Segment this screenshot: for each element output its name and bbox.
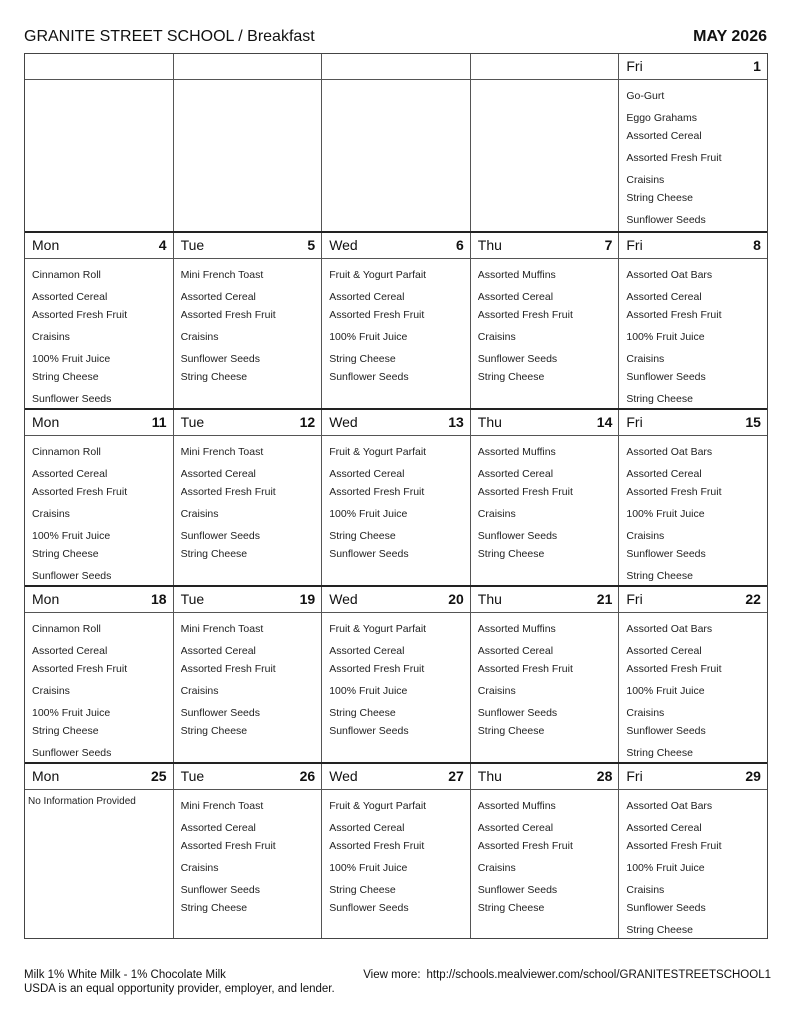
menu-item: Sunflower Seeds [32, 393, 112, 405]
menu-item-list [329, 446, 466, 560]
day-name: Tue [180, 237, 205, 253]
menu-item: Assorted Fresh Fruit [477, 486, 573, 498]
menu-item: Assorted Cereal [329, 468, 405, 480]
menu-item: Craisins [477, 508, 516, 520]
day-cell [470, 54, 619, 231]
day-number: 18 [151, 591, 167, 607]
menu-item: Sunflower Seeds [180, 707, 260, 719]
day-name: Tue [180, 768, 205, 784]
menu-item: String Cheese [329, 353, 396, 365]
day-cell [25, 764, 173, 938]
week-row [25, 585, 767, 762]
menu-item: Assorted Cereal [626, 291, 702, 303]
menu-item: 100% Fruit Juice [32, 353, 111, 365]
menu-item: Eggo Grahams [626, 112, 697, 124]
day-cell [470, 764, 619, 938]
menu-item: String Cheese [626, 570, 693, 582]
menu-item-list [181, 800, 318, 914]
menu-item: Assorted Oat Bars [626, 800, 713, 812]
menu-item: Assorted Cereal [626, 645, 702, 657]
day-header [322, 233, 470, 259]
menu-item-list [478, 269, 615, 383]
day-number: 4 [158, 237, 167, 253]
day-number: 12 [299, 414, 316, 430]
menu-item: Assorted Cereal [180, 291, 256, 303]
no-info-note: No Information Provided [28, 796, 136, 807]
day-header [322, 587, 470, 613]
day-name: Fri [626, 414, 643, 430]
menu-item: Assorted Oat Bars [626, 269, 713, 281]
day-name: Tue [180, 414, 205, 430]
menu-item: Assorted Muffins [477, 269, 556, 281]
week-row [25, 408, 767, 585]
day-name: Wed [329, 768, 358, 784]
menu-item: Assorted Fresh Fruit [32, 309, 128, 321]
menu-item: Assorted Cereal [180, 645, 256, 657]
menu-item: Assorted Fresh Fruit [329, 486, 425, 498]
day-name: Tue [180, 591, 205, 607]
menu-item: String Cheese [180, 902, 248, 914]
day-header [25, 54, 173, 80]
day-name: Mon [32, 591, 60, 607]
menu-item: String Cheese [477, 725, 545, 737]
menu-item-list [32, 446, 169, 582]
menu-item: String Cheese [477, 548, 545, 560]
day-cell [321, 233, 470, 408]
day-number: 7 [604, 237, 613, 253]
menu-item: Sunflower Seeds [180, 884, 260, 896]
menu-item: Assorted Oat Bars [626, 446, 713, 458]
menu-item: String Cheese [626, 393, 693, 405]
menu-item: 100% Fruit Juice [329, 331, 408, 343]
menu-item: Assorted Muffins [477, 446, 556, 458]
menu-calendar [24, 53, 768, 939]
menu-item: Assorted Cereal [180, 468, 256, 480]
menu-item: String Cheese [477, 902, 545, 914]
menu-item: Assorted Oat Bars [626, 623, 713, 635]
menu-item: Assorted Fresh Fruit [180, 309, 276, 321]
menu-item: Fruit & Yogurt Parfait [329, 269, 427, 281]
menu-item: Assorted Cereal [32, 468, 108, 480]
day-name: Thu [477, 768, 502, 784]
menu-item: Fruit & Yogurt Parfait [329, 446, 427, 458]
day-number: 6 [455, 237, 464, 253]
menu-item: Sunflower Seeds [477, 353, 558, 365]
menu-item: Craisins [626, 884, 665, 896]
day-name: Wed [329, 237, 358, 253]
day-name: Wed [329, 414, 358, 430]
day-cell [321, 587, 470, 762]
menu-item-list [626, 446, 763, 582]
day-name: Fri [626, 591, 643, 607]
menu-item: String Cheese [32, 725, 99, 737]
menu-item: String Cheese [329, 707, 396, 719]
menu-item: Assorted Fresh Fruit [626, 152, 722, 164]
menu-item: Assorted Fresh Fruit [477, 840, 573, 852]
menu-item-list [626, 90, 763, 226]
menu-item: Sunflower Seeds [329, 725, 409, 737]
view-more-label: View more: [363, 969, 421, 981]
day-header [619, 587, 767, 613]
day-header [174, 410, 322, 436]
menu-item: Assorted Fresh Fruit [626, 309, 722, 321]
month-title: MAY 2026 [693, 28, 767, 45]
menu-item-list [181, 446, 318, 560]
menu-item: Assorted Fresh Fruit [32, 486, 128, 498]
menu-item: Mini French Toast [180, 623, 264, 635]
milk-note: Milk 1% White Milk - 1% Chocolate Milk [24, 969, 226, 981]
day-name: Mon [32, 237, 60, 253]
menu-item: Craisins [626, 353, 665, 365]
day-cell [25, 54, 173, 231]
week-row [25, 762, 767, 938]
menu-item: Cinnamon Roll [32, 446, 101, 458]
menu-item: Sunflower Seeds [329, 548, 409, 560]
menu-item: Sunflower Seeds [180, 353, 260, 365]
day-header [471, 410, 619, 436]
day-number: 1 [753, 58, 761, 74]
day-cell [173, 233, 322, 408]
menu-item: 100% Fruit Juice [626, 508, 705, 520]
menu-item-list [181, 269, 318, 383]
menu-item-list [32, 623, 169, 759]
menu-item: Sunflower Seeds [477, 707, 558, 719]
menu-item: Sunflower Seeds [32, 570, 112, 582]
menu-item: 100% Fruit Juice [626, 685, 705, 697]
day-header [619, 410, 767, 436]
menu-item-list [329, 623, 466, 737]
menu-item-list [478, 800, 615, 914]
menu-item: Fruit & Yogurt Parfait [329, 623, 427, 635]
usda-statement: USDA is an equal opportunity provider, employer, and lender. [24, 983, 335, 995]
day-cell [173, 54, 322, 231]
view-more [363, 968, 771, 982]
menu-item: Assorted Cereal [329, 291, 405, 303]
day-name: Mon [32, 768, 60, 784]
menu-item: Assorted Fresh Fruit [477, 663, 573, 675]
menu-item: 100% Fruit Juice [329, 862, 408, 874]
view-more-link[interactable]: http://schools.mealviewer.com/school/GRANITESTREETSCHOOL1 [426, 969, 771, 981]
day-header [174, 233, 322, 259]
day-cell [470, 233, 619, 408]
menu-item: String Cheese [626, 192, 693, 204]
menu-item: Craisins [32, 685, 70, 697]
menu-item: Sunflower Seeds [626, 214, 706, 226]
day-number: 13 [448, 414, 464, 430]
menu-item: Assorted Cereal [180, 822, 256, 834]
menu-item: Mini French Toast [180, 269, 264, 281]
day-cell [25, 410, 173, 585]
menu-item: Craisins [180, 862, 219, 874]
menu-item: Assorted Cereal [477, 291, 554, 303]
day-cell [618, 587, 767, 762]
menu-item: String Cheese [180, 548, 248, 560]
day-number: 5 [307, 237, 316, 253]
menu-item: Assorted Fresh Fruit [180, 486, 276, 498]
day-cell [321, 410, 470, 585]
menu-item: Assorted Cereal [32, 645, 108, 657]
day-header [471, 233, 619, 259]
menu-item: Assorted Fresh Fruit [477, 309, 573, 321]
menu-item: Assorted Cereal [32, 291, 108, 303]
day-header [322, 410, 470, 436]
menu-item: Sunflower Seeds [180, 530, 260, 542]
menu-item: Sunflower Seeds [32, 747, 112, 759]
day-number: 19 [299, 591, 316, 607]
day-name: Wed [329, 591, 358, 607]
day-header [619, 764, 767, 790]
menu-item: Assorted Cereal [626, 822, 702, 834]
menu-item: Sunflower Seeds [626, 725, 706, 737]
menu-item-list [329, 800, 466, 914]
menu-item: Assorted Cereal [626, 130, 702, 142]
day-number: 21 [596, 591, 613, 607]
menu-item: Assorted Fresh Fruit [626, 486, 722, 498]
menu-item: 100% Fruit Juice [329, 685, 408, 697]
menu-item: Assorted Fresh Fruit [626, 663, 722, 675]
day-cell [173, 587, 322, 762]
menu-item: Craisins [477, 862, 516, 874]
menu-item: Craisins [180, 685, 219, 697]
menu-item: Assorted Fresh Fruit [329, 840, 425, 852]
day-cell [618, 233, 767, 408]
menu-item: Craisins [32, 508, 70, 520]
day-name: Thu [477, 591, 502, 607]
menu-item: Assorted Fresh Fruit [329, 663, 425, 675]
day-name: Fri [626, 58, 643, 74]
menu-item: String Cheese [180, 725, 248, 737]
menu-item: Cinnamon Roll [32, 623, 101, 635]
day-cell [618, 410, 767, 585]
day-number: 20 [448, 591, 464, 607]
day-header [322, 54, 470, 80]
day-header [174, 764, 322, 790]
day-number: 11 [151, 414, 167, 430]
day-number: 25 [151, 768, 167, 784]
menu-item: Craisins [180, 508, 219, 520]
menu-item: Craisins [626, 174, 665, 186]
menu-item: Assorted Cereal [477, 822, 554, 834]
menu-item: String Cheese [32, 371, 99, 383]
menu-item-list [626, 800, 763, 936]
day-number: 29 [745, 768, 761, 784]
day-number: 22 [745, 591, 761, 607]
day-cell [173, 410, 322, 585]
menu-item: Sunflower Seeds [477, 884, 558, 896]
day-header [25, 587, 173, 613]
day-number: 8 [753, 237, 761, 253]
week-row [25, 231, 767, 408]
page-header [24, 26, 767, 48]
menu-item-list [626, 623, 763, 759]
day-header [471, 587, 619, 613]
menu-item: Mini French Toast [180, 800, 264, 812]
day-cell [618, 764, 767, 938]
day-number: 27 [448, 768, 464, 784]
menu-item: Sunflower Seeds [477, 530, 558, 542]
menu-item: Sunflower Seeds [626, 902, 706, 914]
menu-item: Craisins [180, 331, 219, 343]
menu-item: Craisins [626, 707, 665, 719]
day-cell [321, 54, 470, 231]
menu-item: String Cheese [329, 530, 396, 542]
school-title: GRANITE STREET SCHOOL / Breakfast [24, 28, 315, 45]
day-number: 15 [745, 414, 761, 430]
menu-item: Assorted Muffins [477, 800, 556, 812]
menu-item-list [478, 446, 615, 560]
menu-item: Assorted Fresh Fruit [626, 840, 722, 852]
menu-item: Sunflower Seeds [626, 548, 706, 560]
day-number: 14 [596, 414, 613, 430]
menu-item: Assorted Fresh Fruit [329, 309, 425, 321]
day-header [471, 54, 619, 80]
day-number: 28 [596, 768, 613, 784]
menu-item: Sunflower Seeds [626, 371, 706, 383]
menu-item: Mini French Toast [180, 446, 264, 458]
menu-item: String Cheese [180, 371, 248, 383]
day-cell [470, 587, 619, 762]
day-cell [470, 410, 619, 585]
day-header [322, 764, 470, 790]
day-name: Fri [626, 768, 643, 784]
menu-item: 100% Fruit Juice [32, 530, 111, 542]
day-name: Mon [32, 414, 60, 430]
menu-item: Assorted Cereal [477, 468, 554, 480]
day-header [25, 764, 173, 790]
day-header [619, 233, 767, 259]
menu-item: Go-Gurt [626, 90, 665, 102]
menu-item-list [626, 269, 763, 405]
menu-item: Assorted Cereal [329, 645, 405, 657]
day-cell [25, 587, 173, 762]
menu-item: String Cheese [626, 747, 693, 759]
menu-item: Assorted Fresh Fruit [180, 663, 276, 675]
menu-item-list [478, 623, 615, 737]
menu-item: Craisins [477, 331, 516, 343]
menu-item: Fruit & Yogurt Parfait [329, 800, 427, 812]
day-cell [618, 54, 767, 231]
menu-item-list [32, 269, 169, 405]
menu-item: Assorted Cereal [626, 468, 702, 480]
menu-item: 100% Fruit Juice [329, 508, 408, 520]
day-cell [25, 233, 173, 408]
menu-item: Assorted Fresh Fruit [180, 840, 276, 852]
menu-item: Assorted Cereal [329, 822, 405, 834]
menu-item: Sunflower Seeds [329, 902, 409, 914]
menu-item: Craisins [32, 331, 70, 343]
day-number: 26 [299, 768, 316, 784]
menu-item: Assorted Muffins [477, 623, 556, 635]
menu-item: Sunflower Seeds [329, 371, 409, 383]
menu-item: Assorted Cereal [477, 645, 554, 657]
menu-item-list [181, 623, 318, 737]
menu-item: String Cheese [329, 884, 396, 896]
menu-item: Assorted Fresh Fruit [32, 663, 128, 675]
menu-item-list [329, 269, 466, 383]
menu-item: 100% Fruit Juice [626, 862, 705, 874]
menu-item: Cinnamon Roll [32, 269, 101, 281]
menu-item: String Cheese [32, 548, 99, 560]
day-name: Thu [477, 237, 502, 253]
menu-item: 100% Fruit Juice [32, 707, 111, 719]
day-header [174, 54, 322, 80]
day-header [471, 764, 619, 790]
day-name: Thu [477, 414, 502, 430]
day-header [25, 233, 173, 259]
page-footer [24, 968, 771, 996]
day-cell [321, 764, 470, 938]
menu-item: Craisins [477, 685, 516, 697]
menu-item: String Cheese [626, 924, 693, 936]
menu-item: Craisins [626, 530, 665, 542]
menu-item: 100% Fruit Juice [626, 331, 705, 343]
day-cell [173, 764, 322, 938]
week-row [25, 54, 767, 231]
day-header [619, 54, 767, 80]
day-header [174, 587, 322, 613]
menu-item: String Cheese [477, 371, 545, 383]
day-name: Fri [626, 237, 643, 253]
day-header [25, 410, 173, 436]
